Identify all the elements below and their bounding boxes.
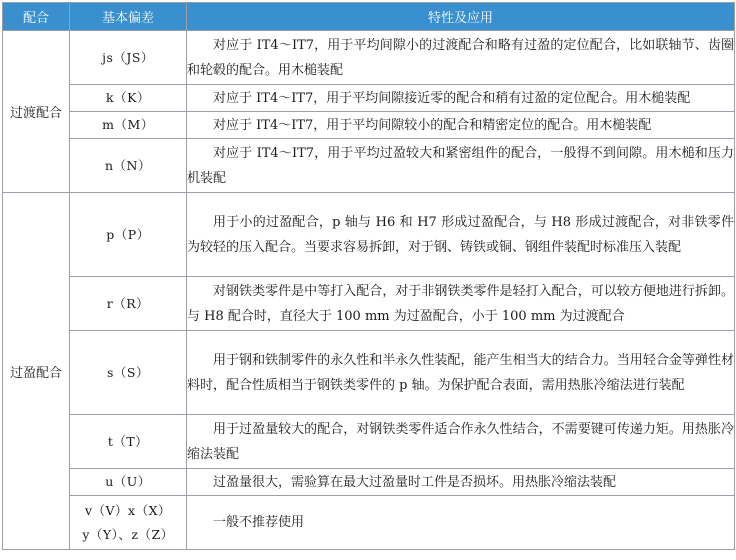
table-row [3, 277, 735, 331]
description-text: 用于小的过盈配合，p 轴与 H6 和 H7 形成过盈配合，与 H8 形成过渡配合，对非铁零件为较轻的压入配合。当要求容易拆卸，对于钢、铸铁或铜、钢组件装配时标准压入装配 [187, 214, 734, 255]
deviation-cell: s（S） [70, 331, 187, 415]
deviation-cell [70, 496, 187, 550]
deviation-cell: k（K） [70, 85, 187, 112]
description-text: 过盈量很大，需验算在最大过盈量时工件是否损坏。用热胀冷缩法装配 [213, 474, 617, 490]
deviation-cell: p（P） [70, 193, 187, 277]
description-text: 对应于 IT4～IT7，用于平均过盈较大和紧密组件的配合，一般得不到间隙。用木槌和压力机装配 [187, 145, 734, 186]
description-cell [187, 193, 735, 277]
deviation-line: y（Y）、z（Z） [82, 526, 174, 542]
header-characteristics: 特性及应用 [187, 3, 735, 31]
table-row [3, 112, 735, 139]
description-cell [187, 112, 735, 139]
description-cell [187, 85, 735, 112]
description-text: 对钢铁类零件是中等打入配合，对于非钢铁类零件是轻打入配合，可以较方便地进行拆卸。与 H8 配合时，直径大于 100 mm 为过盈配合，小于 100 mm 为过渡配合 [187, 283, 734, 324]
description-text: 对应于 IT4～IT7，用于平均间隙较小的配合和精密定位的配合。用木槌装配 [213, 117, 652, 133]
description-cell [187, 496, 735, 550]
description-text: 用于过盈量较大的配合，对钢铁类零件适合作永久性结合，不需要键可传递力矩。用热胀冷缩法装配 [187, 421, 734, 462]
deviation-cell: m（M） [70, 112, 187, 139]
deviation-line: v（V）x（X） [84, 502, 172, 518]
category-interference-fit: 过盈配合 [3, 193, 70, 550]
table-row [3, 469, 735, 496]
table-row [3, 85, 735, 112]
table-row [3, 331, 735, 415]
description-cell [187, 331, 735, 415]
description-text: 用于钢和铁制零件的永久性和半永久性装配，能产生相当大的结合力。当用轻合金等弹性材料时，配合性质相当于钢铁类零件的 p 轴。为保护配合表面，需用热胀冷缩法进行装配 [187, 352, 734, 393]
deviation-cell: u（U） [70, 469, 187, 496]
description-cell [187, 415, 735, 469]
description-text: 一般不推荐使用 [213, 515, 305, 530]
deviation-cell: js（JS） [70, 31, 187, 85]
header-fit: 配合 [3, 3, 70, 31]
fit-application-table [2, 2, 735, 550]
deviation-cell: n（N） [70, 139, 187, 193]
header-basic-deviation: 基本偏差 [70, 3, 187, 31]
table-row [3, 31, 735, 85]
description-cell [187, 277, 735, 331]
deviation-cell: r（R） [70, 277, 187, 331]
category-transition-fit: 过渡配合 [3, 31, 70, 193]
table-row [3, 193, 735, 277]
table-header-row [3, 3, 735, 31]
description-text: 对应于 IT4～IT7，用于平均间隙小的过渡配合和略有过盈的定位配合，比如联轴节、齿圈和轮毂的配合。用木槌装配 [187, 37, 734, 78]
table-row [3, 496, 735, 550]
table-row [3, 415, 735, 469]
description-cell [187, 31, 735, 85]
deviation-cell: t（T） [70, 415, 187, 469]
description-cell [187, 139, 735, 193]
description-cell [187, 469, 735, 496]
table-row [3, 139, 735, 193]
description-text: 对应于 IT4～IT7，用于平均间隙接近零的配合和稍有过盈的定位配合。用木槌装配 [213, 90, 691, 106]
